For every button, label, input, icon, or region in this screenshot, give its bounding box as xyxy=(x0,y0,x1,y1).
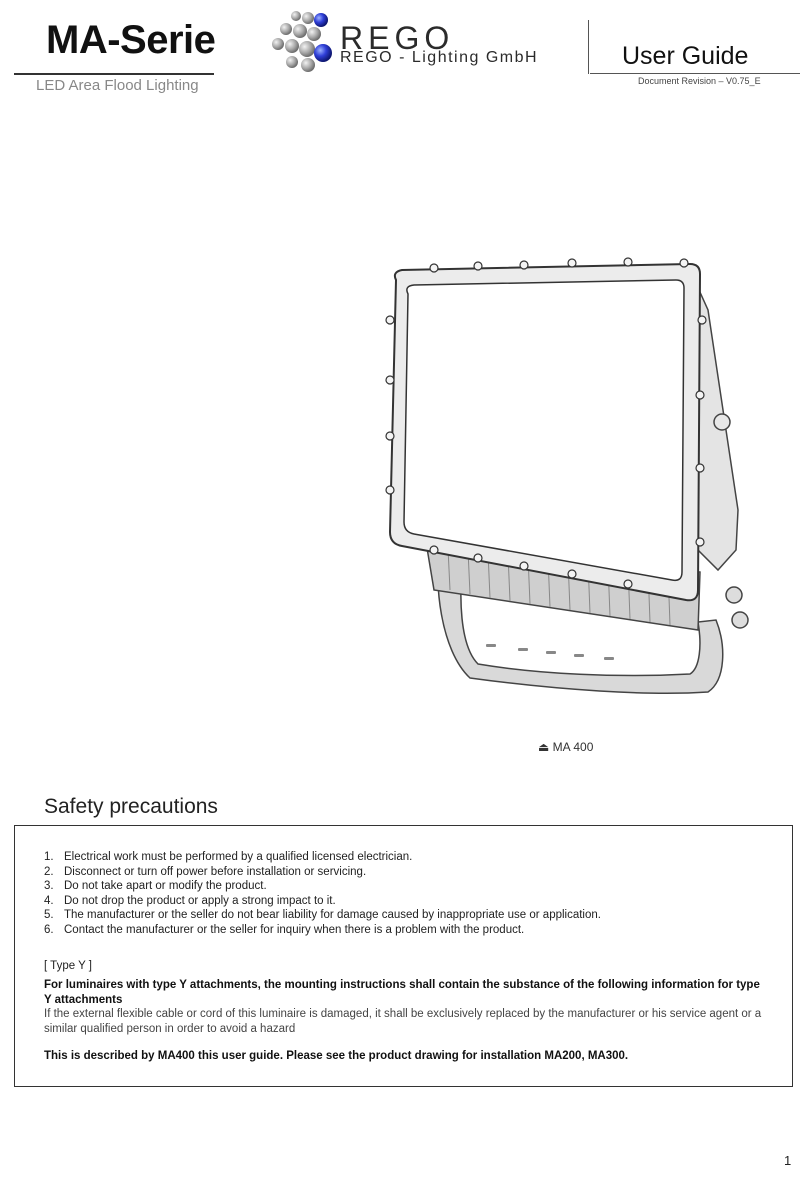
document-revision: Document Revision – V0.75_E xyxy=(638,76,761,86)
series-title: MA-Serie xyxy=(46,18,216,62)
list-item xyxy=(44,850,601,865)
header-vertical-divider xyxy=(588,20,589,74)
title-divider xyxy=(14,73,214,75)
logo-company-name: REGO - Lighting GmbH xyxy=(340,49,539,66)
document-title: User Guide xyxy=(622,42,749,70)
logo-wordmark: REGO xyxy=(340,20,455,56)
series-subtitle: LED Area Flood Lighting xyxy=(36,77,199,94)
document-title-divider xyxy=(590,73,800,74)
list-item-text: Disconnect or turn off power before installation or servicing. xyxy=(64,865,367,878)
list-item-number: 6. xyxy=(44,923,54,936)
type-y-text: If the external flexible cable or cord of this luminaire is damaged, it shall be exclusively replaced by the manufacturer or his service agent or a similar qualified person in order to avoid a hazard xyxy=(44,1008,762,1035)
safety-list xyxy=(44,850,601,938)
list-item-text: The manufacturer or the seller do not bear liability for damage caused by inappropriate use or application. xyxy=(64,909,601,922)
list-item-text: Contact the manufacturer or the seller for inquiry when there is a problem with the product. xyxy=(64,923,525,936)
type-y-heading: For luminaires with type Y attachments, the mounting instructions shall contain the substance of the following information for type Y attachments xyxy=(44,979,760,1006)
list-item xyxy=(44,865,601,880)
product-caption: ⏏ MA 400 xyxy=(538,740,594,754)
list-item-number: 5. xyxy=(44,909,54,922)
list-item-number: 2. xyxy=(44,865,54,878)
list-item xyxy=(44,923,601,938)
list-item-number: 3. xyxy=(44,880,54,893)
section-title-safety: Safety precautions xyxy=(44,795,218,818)
list-item xyxy=(44,894,601,909)
type-y-label: [ Type Y ] xyxy=(44,960,92,972)
list-item-number: 1. xyxy=(44,851,54,863)
floodlight-illustration xyxy=(378,250,774,702)
list-item-number: 4. xyxy=(44,894,54,907)
page-number: 1 xyxy=(784,1153,792,1168)
list-item-text: Electrical work must be performed by a qualified licensed electrician. xyxy=(64,851,413,863)
list-item xyxy=(44,908,601,923)
list-item-text: Do not take apart or modify the product. xyxy=(64,880,267,893)
list-item-text: Do not drop the product or apply a strong impact to it. xyxy=(64,894,336,907)
list-item xyxy=(44,879,601,894)
model-note: This is described by MA400 this user guide. Please see the product drawing for installation MA200, MA300. xyxy=(44,1050,629,1062)
